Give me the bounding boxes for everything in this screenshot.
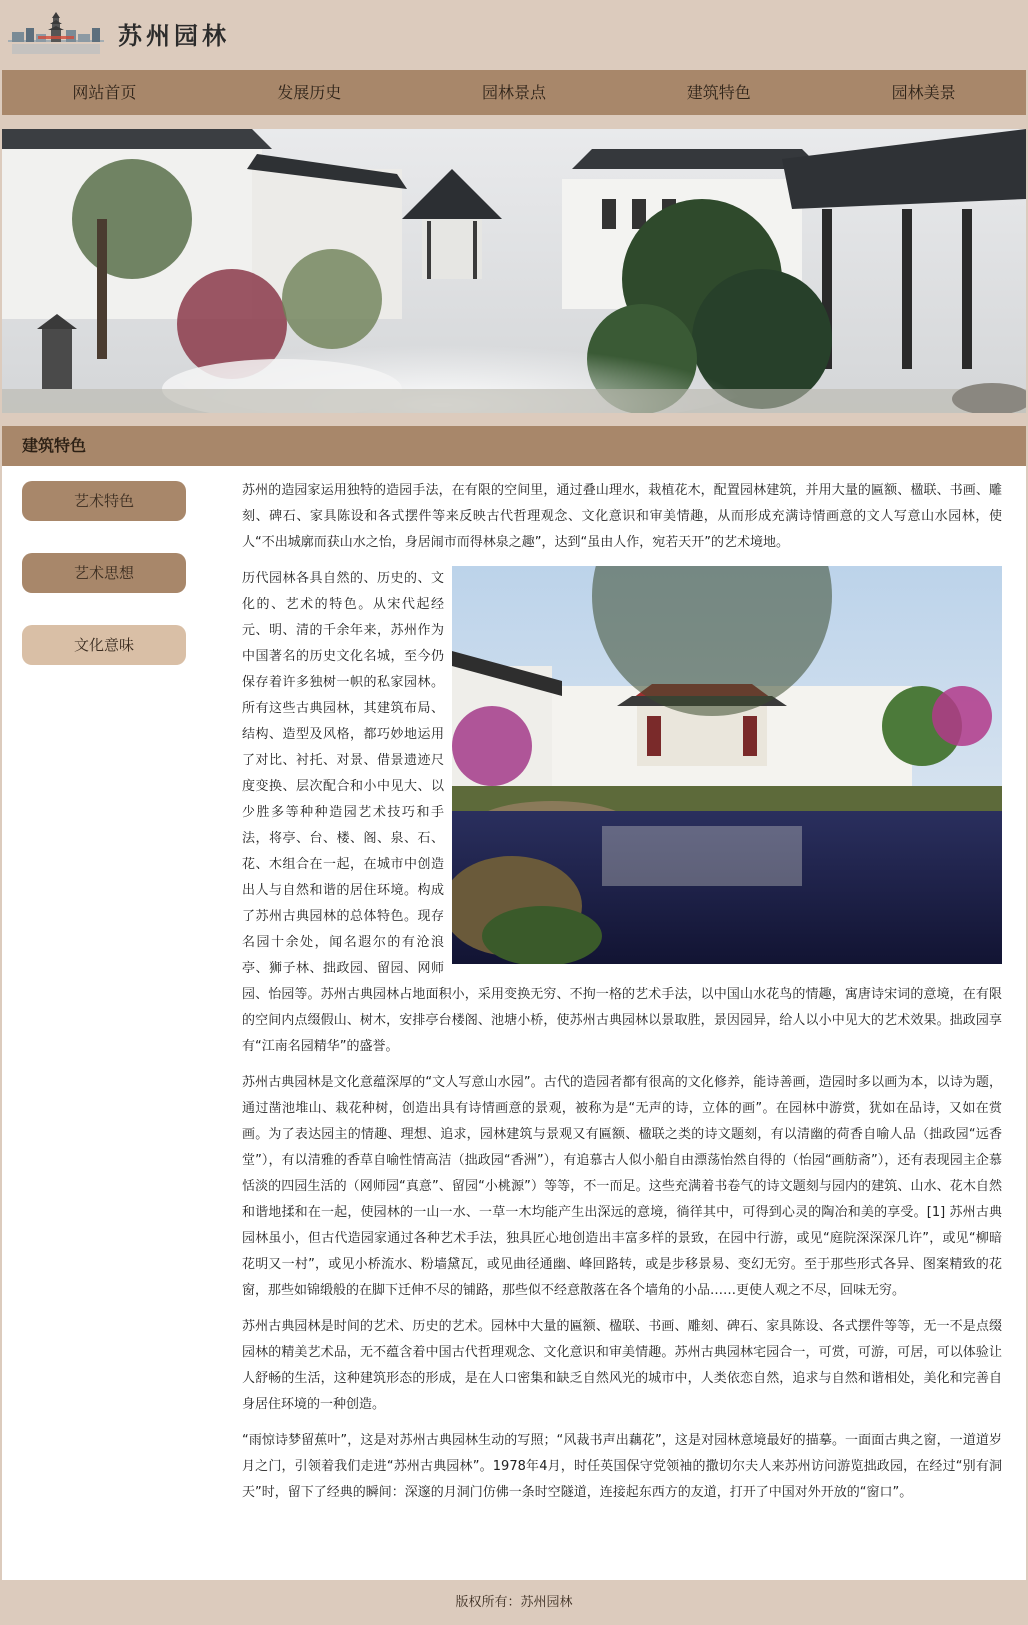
article-paragraph: 历代园林各具自然的、历史的、文化的、艺术的特色。从宋代起经元、明、清的千余年来，苏州作为中国著名的历史文化名城，至今仍保存着许多独树一帜的私家园林。所有这些古典园林，其建筑布局、结构、造型及风格，都巧妙地运用了对比、衬托、对景、借景遗迹尺度变换、层次配合和小中见大、以少胜多等种种造园艺术技巧和手法，将亭、台、楼、阁、泉、石、花、木组合在一起，在城市中创造出人与自然和谐的居住环境。构成了苏州古典园林的总体特色。现存名园十余处，闻名遐尔的有沧浪亭、狮子林、拙政园、留园、网师园、怡园等。苏州古典园林占地面积小，采用变换无穷、不拘一格的艺术手法，以中国山水花鸟的情趣，寓唐诗宋词的意境，在有限的空间内点缀假山、树木，安排亭台楼阁、池塘小桥，使苏州古典园林以景取胜，景因园异，给人以小中见大的艺术效果。拙政园享有“江南名园精华”的盛誉。 [242,571,1002,1054]
sidebar-item-cultural-meaning[interactable]: 文化意味 [22,625,186,665]
nav-item-home[interactable]: 网站首页 [72,83,137,102]
sidebar-item-art-features[interactable]: 艺术特色 [22,481,186,521]
section-title: 建筑特色 [22,436,87,455]
sidebar-item-art-thought[interactable]: 艺术思想 [22,553,186,593]
content-area [2,466,1026,1580]
nav-item-architecture[interactable]: 建筑特色 [686,83,751,102]
article-paragraph: 苏州古典园林是文化意蕴深厚的“文人写意山水园”。古代的造园者都有很高的文化修养，能诗善画，造园时多以画为本，以诗为题，通过凿池堆山、栽花种树，创造出具有诗情画意的景观，被称为是“无声的诗，立体的画”。在园林中游赏，犹如在品诗，又如在赏画。为了表达园主的情趣、理想、追求，园林建筑与景观又有匾额、楹联之类的诗文题刻，有以清幽的荷香自喻人品（拙政园“远香堂”），有以清雅的香草自喻性情高洁（拙政园“香洲”），有追慕古人似小船自由漂荡怡然自得的（怡园“画舫斋”），还有表现园主企慕恬淡的四园生活的（网师园“真意”、留园“小桃源”）等等，不一而足。这些充满着书卷气的诗文题刻与园内的建筑、山水、花木自然和谐地揉和在一起，使园林的一山一水、一草一木均能产生出深远的意境，徜徉其中，可得到心灵的陶冶和美的享受。[1] 苏州古典园林虽小，但古代造园家通过各种艺术手法，独具匠心地创造出丰富多样的景致，在园中行游，或见“庭院深深深几许”，或见“柳暗花明又一村”，或见小桥流水、粉墙黛瓦，或见曲径通幽、峰回路转，或是步移景易、变幻无穷。至于那些形式各异、图案精致的花窗，那些如锦缎般的在脚下迁伸不尽的铺路，那些似不经意散落在各个墙角的小品……更使人观之不尽，回味无穷。 [242,1075,1002,1298]
nav-item-scenic-spots[interactable]: 园林景点 [481,83,546,102]
article-paragraph: 苏州古典园林是时间的艺术、历史的艺术。园林中大量的匾额、楹联、书画、雕刻、碑石、家具陈设、各式摆件等等，无一不是点缀园林的精美艺术品，无不蕴含着中国古代哲理观念、文化意识和审美情趣。苏州古典园林宅园合一，可赏，可游，可居，可以体验让人舒畅的生活，这种建筑形态的形成，是在人口密集和缺乏自然风光的城市中，人类依恋自然，追求与自然和谐相处，美化和完善自身居住环境的一种创造。 [242,1319,1002,1412]
header [0,0,1028,70]
article-paragraph: 苏州的造园家运用独特的造园手法，在有限的空间里，通过叠山理水，栽植花木，配置园林建筑，并用大量的匾额、楹联、书画、雕刻、碑石、家具陈设和各式摆件等来反映古代哲理观念、文化意识和审美情趣，从而形成充满诗情画意的文人写意山水园林，使人“不出城廓而获山水之怡，身居闹市而得林泉之趣”，达到“虽由人作，宛若天开”的艺术境地。 [242,483,1002,550]
article-paragraph: “雨惊诗梦留蕉叶”，这是对苏州古典园林生动的写照；“风裁书声出藕花”，这是对园林意境最好的描摹。一面面古典之窗，一道道岁月之门，引领着我们走进“苏州古典园林”。1978年4月，时任英国保守党领袖的撒切尔夫人来苏州访问游览拙政园，在经过“别有洞天”时，留下了经典的瞬间：深邃的月洞门仿佛一条时空隧道，连接起东西方的友道，打开了中国对外开放的“窗口”。 [242,1433,1002,1500]
article-body [242,478,1002,1516]
footer-copyright: 版权所有：苏州园林 [455,1595,573,1610]
garden-pond-photo [452,566,1002,964]
section-header [2,426,1026,466]
nav-item-history[interactable]: 发展历史 [277,83,342,102]
main-nav [2,70,1026,115]
banner-image [2,129,1026,413]
site-title: 苏州园林 [118,21,230,50]
nav-item-gallery[interactable]: 园林美景 [891,83,956,102]
pagoda-skyline-icon [8,10,104,58]
